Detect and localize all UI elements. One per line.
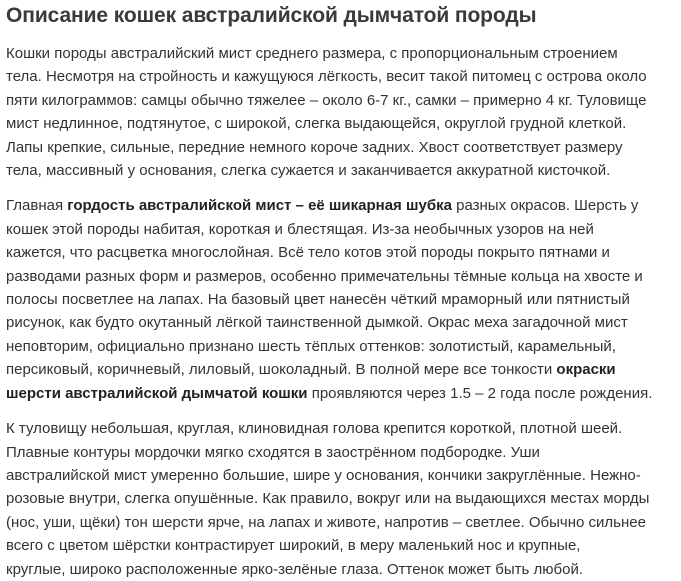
article-body: [6, 42, 675, 581]
text-line: [6, 464, 675, 487]
text-line: [6, 382, 675, 405]
text-run: тела, массивный у основания, слегка сужается и заканчивается аккуратной кисточкой.: [6, 162, 611, 180]
text-line: [6, 487, 675, 510]
text-run: круглые, широко расположенные ярко-зелёные глаза. Оттенок может быть любой.: [6, 560, 584, 578]
paragraph-2: [6, 194, 675, 405]
text-run: пяти килограммов: самцы обычно тяжелее – около 6-7 кг., самки – примерно 4 кг. Туловище: [6, 91, 647, 109]
text-line: [6, 441, 675, 464]
text-run: полосы посветлее на лапах. На базовый цвет нанесён чёткий мраморный или пятнистый: [6, 291, 630, 309]
text-run: Плавные контуры мордочки мягко сходятся в заострённом подбородке. Уши: [6, 443, 540, 461]
text-run: неповторим, официально признано шесть тёплых оттенков: золотистый, карамельный,: [6, 337, 616, 355]
text-line: [6, 311, 675, 334]
bold-text: окраски: [556, 361, 616, 379]
text-line: [6, 89, 675, 112]
text-line: [6, 194, 675, 217]
text-line: [6, 417, 675, 440]
text-run: К туловищу небольшая, круглая, клиновидная голова крепится короткой, плотной шеей.: [6, 420, 623, 438]
text-run: персиковый, коричневый, лиловый, шоколадный. В полной мере все тонкости: [6, 361, 557, 379]
text-run: Кошки породы австралийский мист среднего размера, с пропорциональным строением: [6, 45, 618, 62]
text-run: кошек этой породы набитая, короткая и блестящая. Из-за необычных узоров на ней: [6, 220, 594, 238]
text-line: [6, 65, 675, 88]
bold-text: шерсти австралийской дымчатой кошки: [6, 384, 308, 402]
text-line: [6, 112, 675, 135]
text-line: [6, 335, 675, 358]
text-line: [6, 218, 675, 241]
article-title: Описание кошек австралийской дымчатой породы: [6, 4, 537, 27]
text-line: [6, 558, 675, 581]
text-line: [6, 136, 675, 159]
text-run: мист недлинное, подтянутое, с широкой, слегка выдающейся, округлой грудной клеткой.: [6, 115, 627, 133]
text-run: (нос, уши, щёки) тон шерсти ярче, на лапах и животе, напротив – светлее. Обычно сильнее: [6, 513, 646, 531]
text-line: [6, 358, 675, 381]
text-run: всего с цветом шёрстки контрастирует широкий, в меру маленький нос и крупные,: [6, 537, 581, 555]
text-run: проявляются через 1.5 – 2 года после рождения.: [307, 384, 653, 402]
paragraph-1: [6, 42, 675, 182]
paragraph-3: [6, 417, 675, 581]
text-run: разных окрасов. Шерсть у: [451, 197, 639, 215]
text-run: рисунок, как будто окутанный лёгкой таинственной дымкой. Окрас меха загадочной мист: [6, 314, 628, 332]
text-line: [6, 534, 675, 557]
text-line: [6, 288, 675, 311]
text-line: [6, 159, 675, 182]
bold-text: гордость австралийской мист – её шикарная шубка: [67, 197, 452, 215]
text-run: австралийской мист умеренно большие, шире у основания, кончики закруглённые. Нежно-: [6, 466, 641, 484]
text-run: розовые внутри, слегка опушённые. Как правило, вокруг или на выдающихся местах морды: [6, 490, 650, 508]
text-line: [6, 265, 675, 288]
text-run: тела. Несмотря на стройность и кажущуюся лёгкость, весит такой питомец с острова около: [6, 68, 647, 86]
text-run: кажется, что расцветка многослойная. Всё тело котов этой породы покрыто пятнами и: [6, 244, 610, 262]
text-line: [6, 241, 675, 264]
text-line: [6, 42, 675, 65]
text-run: разводами разных форм и размеров, особенно примечательны тёмные кольца на хвосте и: [6, 267, 643, 285]
text-line: [6, 511, 675, 534]
text-run: Главная: [6, 197, 68, 215]
text-run: Лапы крепкие, сильные, передние немного короче задних. Хвост соответствует размеру: [6, 138, 623, 156]
